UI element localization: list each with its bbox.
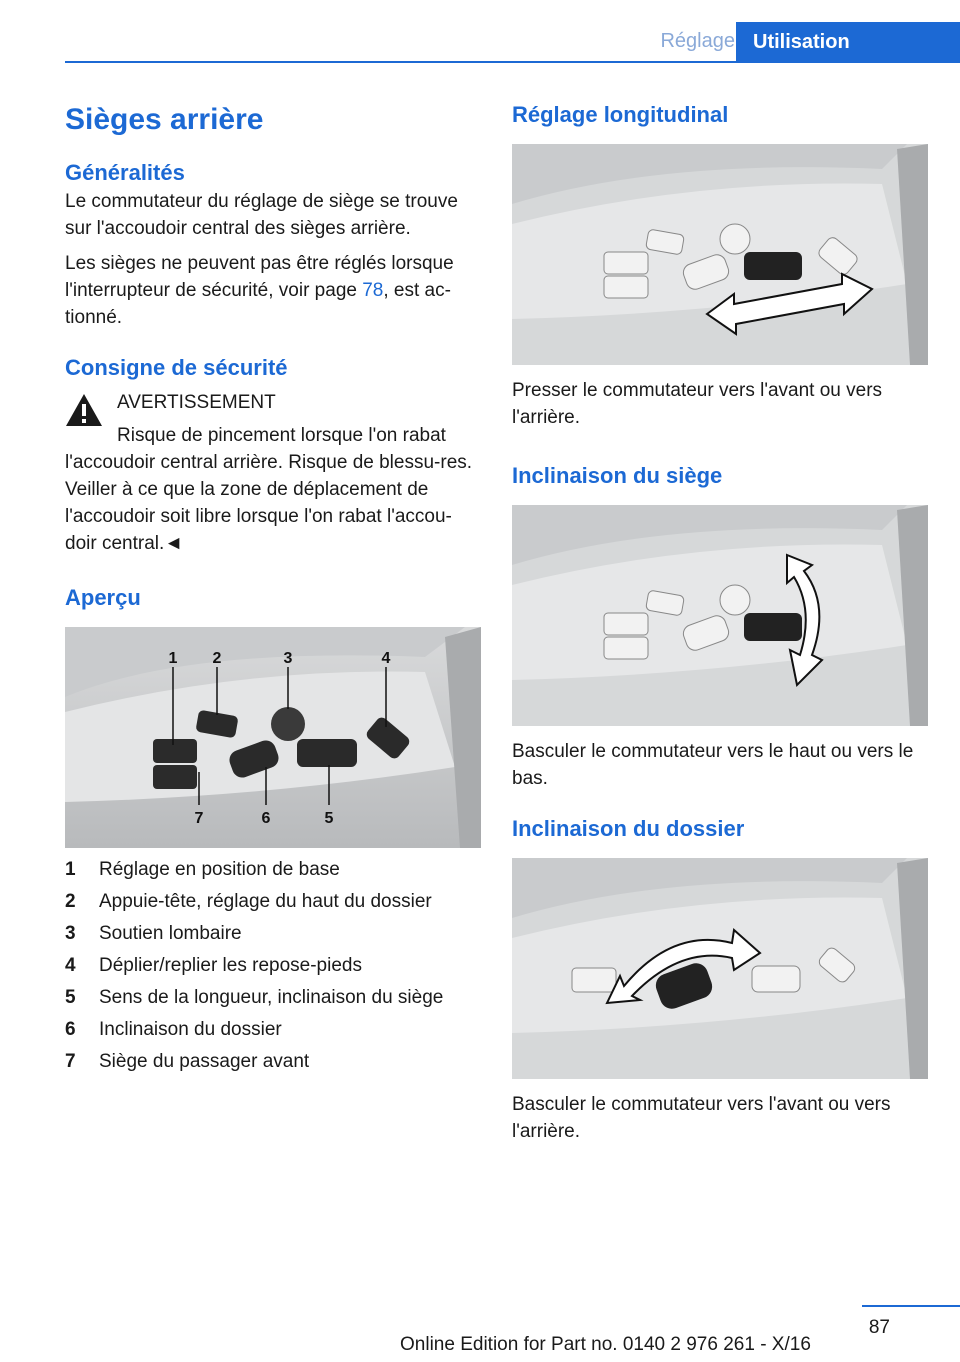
header-section-tab: Réglage	[660, 30, 735, 52]
list-item: 3 Soutien lombaire	[65, 923, 242, 944]
right-column	[512, 98, 928, 1145]
safety-heading: Consigne de sécurité	[65, 355, 288, 380]
warning-label: AVERTISSEMENT	[117, 392, 276, 413]
callout-3: 3	[283, 650, 293, 667]
seat-tilt-image	[512, 505, 928, 726]
legend-list	[65, 854, 480, 1078]
header-rule	[65, 61, 960, 63]
footer-edition: Online Edition for Part no. 0140 2 976 261 - X/16	[400, 1334, 811, 1355]
page-link[interactable]: 78	[362, 280, 384, 301]
list-item: 5 Sens de la longueur, inclinaison du siège	[65, 987, 444, 1008]
callout-1: 1	[168, 650, 178, 667]
warning-triangle-icon	[65, 393, 103, 427]
longitudinal-image	[512, 144, 928, 365]
callout-5: 5	[324, 810, 334, 827]
list-item: 4 Déplier/replier les repose-pieds	[65, 955, 362, 976]
general-heading: Généralités	[65, 160, 185, 185]
seat-tilt-heading: Inclinaison du siège	[512, 463, 723, 488]
warning-text: Risque de pincement lorsque l'on rabat l'accoudoir central arrière. Risque de blessu-res. Veiller à ce que la zone de déplacement de l'accoudoir soit libre lorsque l'on rabat l'accou-doir central.◄	[65, 425, 473, 554]
callout-7: 7	[194, 810, 204, 827]
page-number: 87	[868, 1317, 890, 1338]
backrest-heading: Inclinaison du dossier	[512, 816, 745, 841]
callout-4: 4	[381, 650, 391, 667]
overview-image	[65, 627, 481, 848]
seat-tilt-text: Basculer le commutateur vers le haut ou vers le bas.	[512, 741, 914, 789]
page-title: Sièges arrière	[65, 103, 264, 136]
general-paragraph-2: Les sièges ne peuvent pas être réglés lorsque l'interrupteur de sécurité, voir page 78, est ac-tionné.	[65, 253, 454, 328]
left-column	[65, 98, 480, 1078]
list-item: 7 Siège du passager avant	[65, 1051, 310, 1072]
longitudinal-text: Presser le commutateur vers l'avant ou vers l'arrière.	[512, 380, 883, 428]
footer-rule	[862, 1305, 960, 1307]
overview-heading: Aperçu	[65, 585, 141, 610]
callout-6: 6	[261, 810, 271, 827]
list-item: 1 Réglage en position de base	[65, 859, 340, 880]
warning-block	[65, 389, 480, 416]
callout-2: 2	[212, 650, 222, 667]
list-item: 2 Appuie-tête, réglage du haut du dossier	[65, 891, 432, 912]
longitudinal-heading: Réglage longitudinal	[512, 102, 729, 127]
list-item: 6 Inclinaison du dossier	[65, 1019, 282, 1040]
backrest-image	[512, 858, 928, 1079]
general-paragraph-1: Le commutateur du réglage de siège se trouve sur l'accoudoir central des sièges arrière.	[65, 191, 458, 239]
header-chapter-tab: Utilisation	[736, 22, 960, 63]
backrest-text: Basculer le commutateur vers l'avant ou vers l'arrière.	[512, 1094, 891, 1142]
